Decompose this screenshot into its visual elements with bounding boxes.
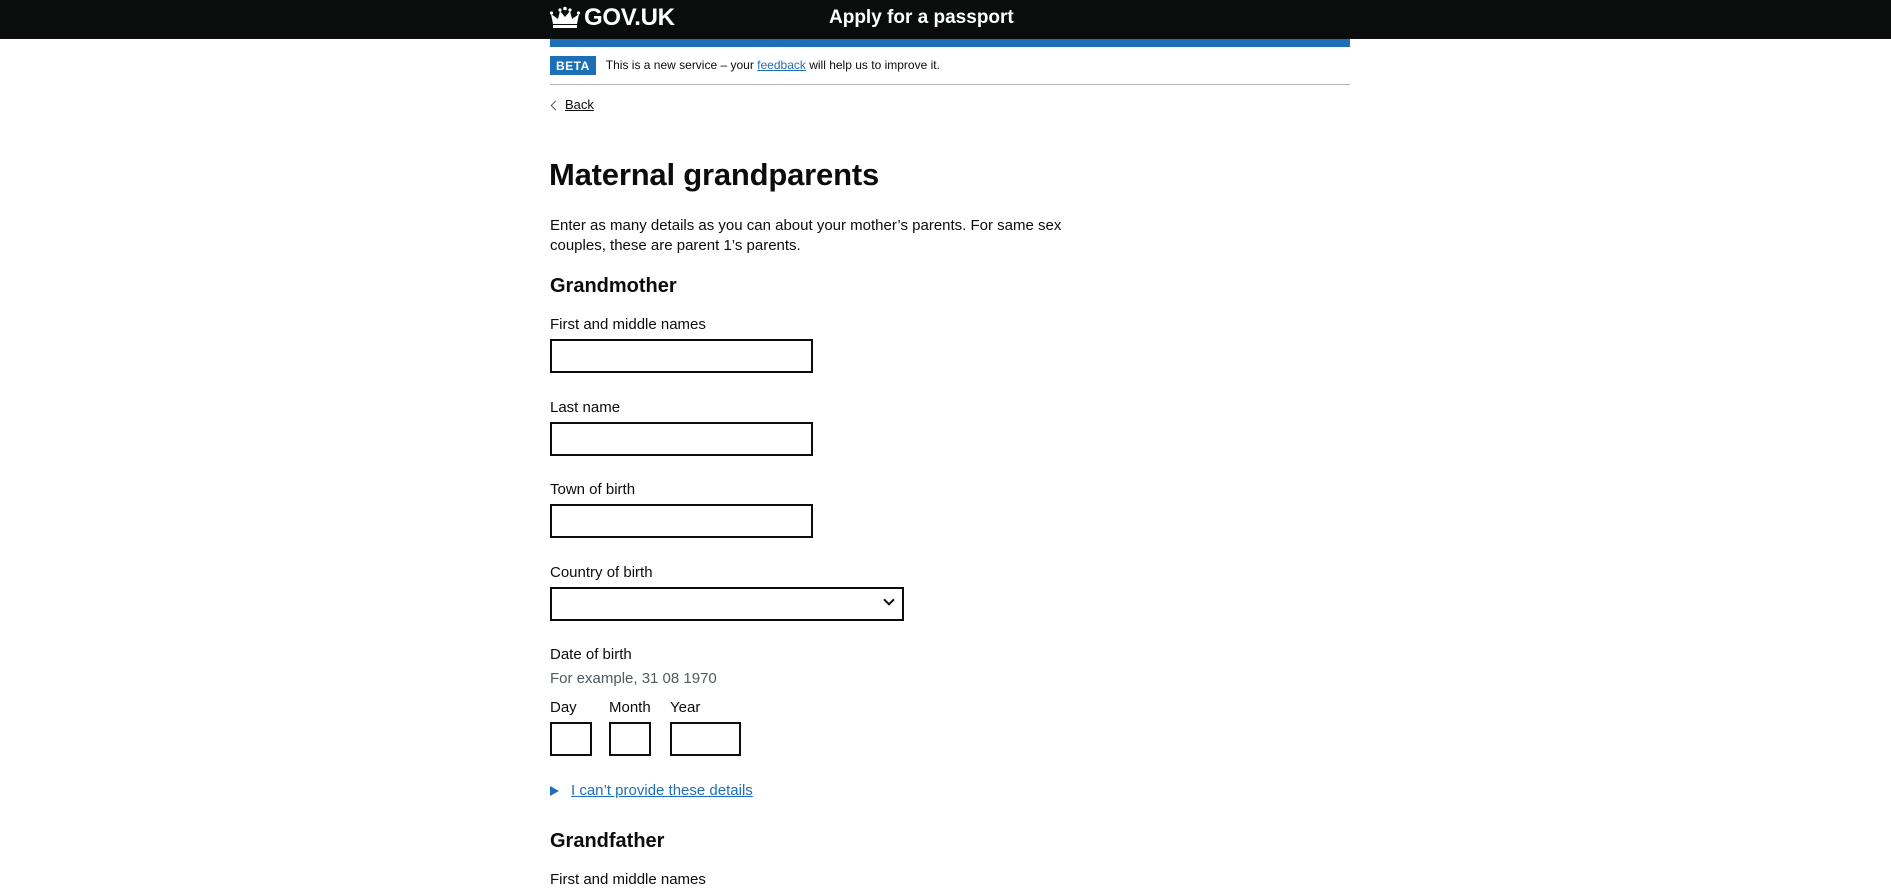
chevron-down-icon	[883, 594, 894, 605]
phase-text-after: will help us to improve it.	[805, 58, 940, 72]
triangle-right-icon	[550, 786, 559, 796]
grandfather-first-names-label: First and middle names	[550, 871, 706, 888]
grandmother-dob-hint: For example, 31 08 1970	[550, 670, 717, 687]
grandmother-year-label: Year	[670, 699, 701, 716]
grandmother-country-select[interactable]	[550, 587, 904, 621]
service-name-link[interactable]: Apply for a passport	[829, 7, 1014, 28]
crown-icon	[550, 6, 580, 30]
chevron-left-icon	[551, 100, 561, 110]
logo-text: GOV.UK	[584, 4, 675, 31]
feedback-link[interactable]: feedback	[757, 58, 806, 72]
grandfather-heading: Grandfather	[550, 830, 665, 852]
grandmother-first-names-input[interactable]	[550, 339, 813, 373]
grandmother-country-label: Country of birth	[550, 564, 653, 581]
cant-provide-details-label: I can’t provide these details	[571, 782, 753, 799]
grandmother-last-name-input[interactable]	[550, 422, 813, 456]
header-blue-bar	[550, 39, 1350, 47]
grandmother-town-label: Town of birth	[550, 481, 636, 498]
beta-tag: BETA	[550, 56, 596, 75]
cant-provide-details-toggle[interactable]	[550, 781, 753, 800]
phase-banner-text	[606, 56, 940, 75]
grandmother-month-label: Month	[609, 699, 651, 716]
page-intro: Enter as many details as you can about your mother’s parents. For same sex couples, these are parent 1’s parents.	[550, 217, 1062, 254]
phase-banner	[550, 56, 1350, 85]
back-link[interactable]	[550, 96, 594, 114]
back-link-label: Back	[565, 97, 594, 112]
grandmother-year-input[interactable]	[670, 722, 741, 756]
grandmother-day-input[interactable]	[550, 722, 592, 756]
grandmother-dob-label: Date of birth	[550, 646, 632, 663]
grandmother-first-names-label: First and middle names	[550, 316, 706, 333]
grandmother-town-input[interactable]	[550, 504, 813, 538]
grandmother-month-input[interactable]	[609, 722, 651, 756]
grandmother-heading: Grandmother	[550, 275, 677, 297]
grandmother-day-label: Day	[550, 699, 577, 716]
govuk-logo-link[interactable]	[550, 5, 675, 31]
grandmother-last-name-label: Last name	[550, 399, 621, 416]
page-title: Maternal grandparents	[549, 157, 879, 192]
phase-text-before: This is a new service – your	[605, 58, 758, 72]
